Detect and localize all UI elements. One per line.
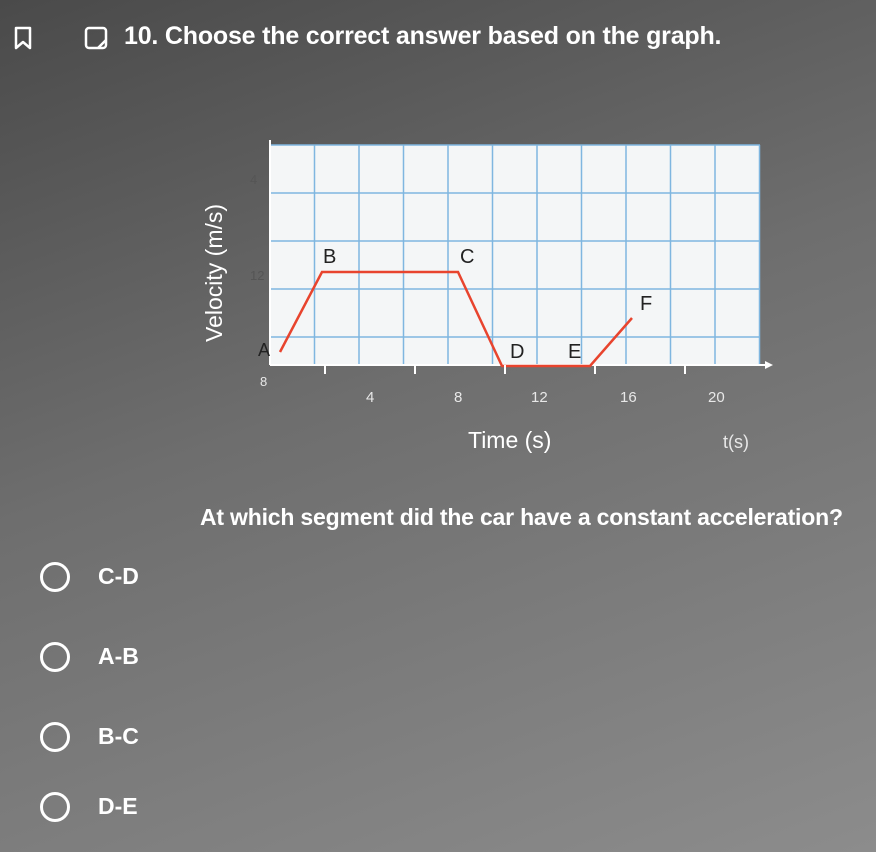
x-tick-8: 8 xyxy=(454,389,463,406)
x-tick-marks xyxy=(325,365,685,374)
radio-button[interactable] xyxy=(40,792,70,822)
bookmark-icon[interactable] xyxy=(14,26,32,50)
question-title: 10. Choose the correct answer based on the graph. xyxy=(124,22,722,50)
y-tick-4: 4 xyxy=(250,172,258,187)
question-header xyxy=(0,0,876,80)
option-d-e[interactable] xyxy=(40,786,340,826)
x-tick-4: 4 xyxy=(366,389,375,406)
x-tick-16: 16 xyxy=(620,389,637,406)
flag-icon[interactable] xyxy=(84,26,110,52)
radio-button[interactable] xyxy=(40,562,70,592)
option-a-b[interactable] xyxy=(40,636,340,676)
option-label: D-E xyxy=(98,793,138,819)
option-c-d[interactable] xyxy=(40,556,340,596)
option-label: A-B xyxy=(98,643,139,669)
y-axis-label: Velocity (m/s) xyxy=(201,203,227,342)
point-label-a: A xyxy=(258,340,271,360)
radio-button[interactable] xyxy=(40,722,70,752)
point-label-d: D xyxy=(510,341,525,363)
point-label-e: E xyxy=(568,341,582,363)
y-tick-12: 12 xyxy=(250,268,265,283)
option-label: C-D xyxy=(98,563,139,589)
y-tick-origin: 8 xyxy=(260,374,268,389)
graph-background xyxy=(270,145,760,365)
question-prompt: At which segment did the car have a constant acceleration? xyxy=(200,504,843,530)
x-tick-12: 12 xyxy=(531,389,548,406)
graph-svg xyxy=(190,130,790,470)
point-label-b: B xyxy=(323,246,337,268)
x-tick-20: 20 xyxy=(708,389,725,406)
radio-button[interactable] xyxy=(40,642,70,672)
point-label-c: C xyxy=(460,246,475,268)
x-axis-label: Time (s) xyxy=(468,427,552,453)
corner-axis-label: t(s) xyxy=(723,432,749,452)
velocity-time-graph xyxy=(190,130,790,470)
option-b-c[interactable] xyxy=(40,716,340,756)
option-label: B-C xyxy=(98,723,139,749)
point-label-f: F xyxy=(640,293,653,315)
x-axis-arrow xyxy=(765,361,773,369)
